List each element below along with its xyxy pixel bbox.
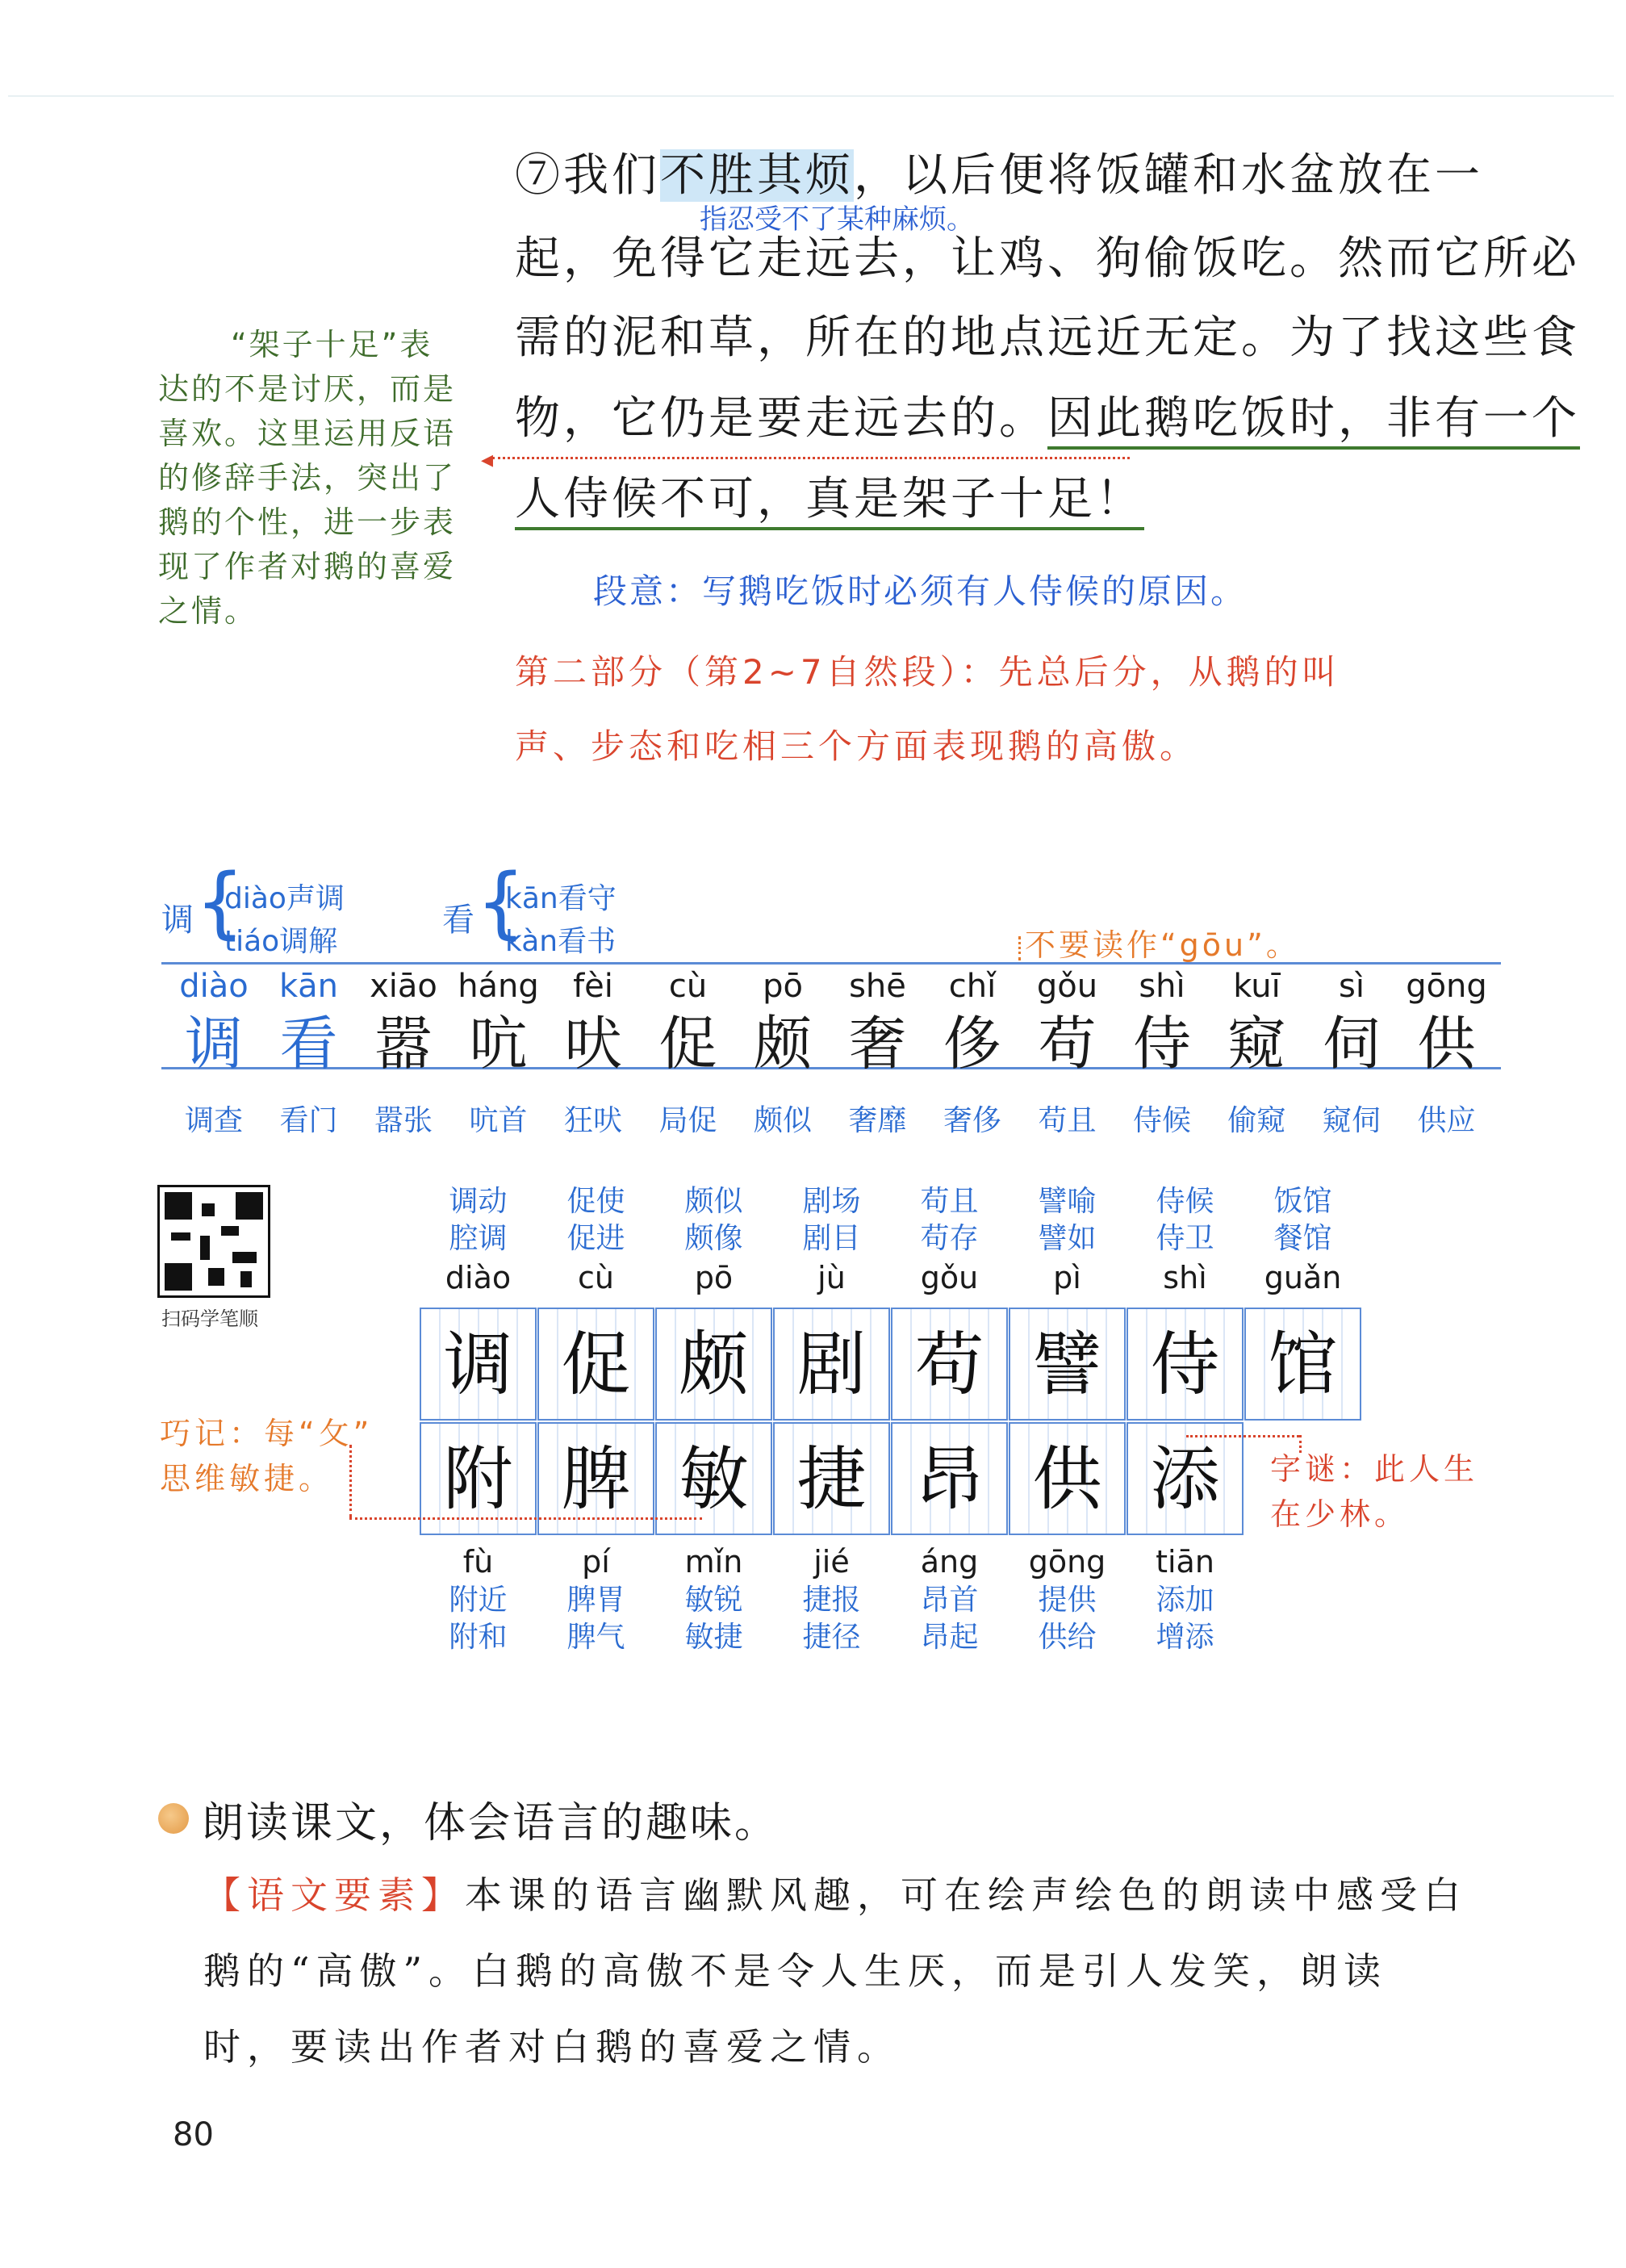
passage-line-3: 需的泥和草，所在的地点远近无定。为了找这些食	[515, 312, 1580, 364]
writing-pinyin: fù	[462, 1544, 494, 1580]
example-word: 调动	[449, 1185, 508, 1218]
qr-label: 扫码学笔顺	[161, 1308, 258, 1330]
character-word: 窥伺	[1322, 1104, 1381, 1137]
example-word: 颇像	[684, 1222, 743, 1255]
writing-words	[1009, 1183, 1126, 1298]
character-word: 奢侈	[943, 1104, 1001, 1137]
character-cell	[1205, 965, 1310, 1139]
writing-pinyin: jié	[813, 1544, 850, 1580]
character-word: 嚣张	[374, 1104, 433, 1137]
character-pinyin: fèi	[573, 968, 613, 1005]
riddle-connector-v	[1299, 1435, 1302, 1453]
character-glyph: 看	[279, 1010, 338, 1078]
writing-pinyin: pí	[582, 1544, 610, 1580]
character-pinyin: kān	[278, 968, 339, 1005]
writing-words	[655, 1183, 772, 1298]
character-pinyin: pō	[763, 968, 803, 1005]
character-cell	[161, 965, 266, 1139]
character-glyph: 侈	[943, 1010, 1001, 1078]
example-word: 颇似	[684, 1185, 743, 1218]
character-cell	[541, 965, 646, 1139]
character-pinyin: xiāo	[370, 968, 437, 1005]
character-glyph: 伺	[1322, 1010, 1381, 1078]
tip-connector	[349, 1445, 352, 1517]
passage-line-4: 物，它仍是要走远去的。因此鹅吃饭时，非有一个	[515, 391, 1580, 447]
example-word: 苟存	[920, 1222, 979, 1255]
character-pinyin: cù	[668, 968, 708, 1005]
writing-words	[1009, 1542, 1126, 1656]
writing-box: 脾	[537, 1422, 654, 1535]
character-glyph: 促	[658, 1010, 717, 1078]
reading-task-title: 朗读课文，体会语言的趣味。	[202, 1799, 780, 1847]
example-word: 脾胃	[566, 1584, 625, 1617]
character-glyph: 奢	[848, 1010, 907, 1078]
character-glyph: 调	[184, 1010, 243, 1078]
arrow-left-icon: ◂	[481, 446, 494, 474]
character-pinyin: sì	[1339, 968, 1365, 1005]
writing-box: 敏	[655, 1422, 772, 1535]
element-tag: 【语文要素】	[203, 1873, 465, 1917]
character-word: 奢靡	[848, 1104, 907, 1137]
character-glyph: 侍	[1132, 1010, 1191, 1078]
polyphone-diao-char: 调	[161, 902, 194, 939]
note-connector	[1018, 936, 1021, 960]
polyphone-kan-char: 看	[442, 902, 474, 939]
example-word: 譬如	[1038, 1222, 1097, 1255]
character-pinyin: shì	[1139, 968, 1185, 1005]
character-cell	[1110, 965, 1214, 1139]
polyphone-diao-reading-2: tiáo调解	[224, 925, 338, 958]
writing-box: 附	[420, 1422, 537, 1535]
polyphone-kan-reading-1: kān看守	[505, 882, 617, 915]
writing-pinyin: pō	[694, 1260, 734, 1295]
element-line-3: 时，要读出作者对白鹅的喜爱之情。	[203, 2025, 901, 2069]
phrase-explanation: 指忍受不了某种麻烦。	[700, 203, 974, 236]
character-glyph: 嚣	[374, 1010, 433, 1078]
page-number: 80	[173, 2116, 214, 2153]
character-pinyin: gǒu	[1036, 968, 1098, 1005]
writing-pinyin: jù	[817, 1260, 846, 1295]
example-word: 附和	[449, 1621, 508, 1654]
example-word: 添加	[1156, 1584, 1214, 1617]
element-line-2: 鹅的“高傲”。白鹅的高傲不是令人生厌，而是引人发笑，朗读	[203, 1949, 1388, 1993]
example-word: 脾气	[566, 1621, 625, 1654]
character-pinyin: shē	[849, 968, 906, 1005]
character-word: 调查	[184, 1104, 243, 1137]
writing-pinyin: cù	[578, 1260, 614, 1295]
example-word: 侍卫	[1156, 1222, 1214, 1255]
side-annotation: “架子十足”表 达的不是讨厌，而是 喜欢。这里运用反语 的修辞手法，突出了 鹅的个性，进一步表 现了作者对鹅的喜爱 之情。	[158, 327, 457, 629]
element-line-1: 【语文要素】本课的语言幽默风趣，可在绘声绘色的朗读中感受白	[203, 1873, 1467, 1917]
character-cell	[351, 965, 456, 1139]
character-glyph: 吭	[469, 1010, 528, 1078]
writing-box: 苟	[891, 1308, 1008, 1421]
writing-pinyin: gōng	[1028, 1544, 1106, 1580]
writing-words	[655, 1542, 772, 1656]
writing-pinyin: tiān	[1156, 1544, 1214, 1580]
writing-box: 供	[1009, 1422, 1126, 1535]
writing-box: 颇	[655, 1308, 772, 1421]
writing-box: 促	[537, 1308, 654, 1421]
example-word: 捷径	[802, 1621, 861, 1654]
writing-box: 馆	[1244, 1308, 1361, 1421]
character-word: 吭首	[469, 1104, 528, 1137]
character-word: 供应	[1417, 1104, 1476, 1137]
character-pinyin: diào	[179, 968, 249, 1005]
tip-connector-h	[349, 1517, 702, 1520]
example-word: 苟且	[920, 1185, 979, 1218]
writing-pinyin: gǒu	[920, 1260, 979, 1295]
writing-words	[1126, 1183, 1244, 1298]
example-word: 腔调	[449, 1222, 508, 1255]
writing-box: 添	[1126, 1422, 1244, 1535]
character-cell	[636, 965, 741, 1139]
character-glyph: 颇	[753, 1010, 812, 1078]
writing-box: 譬	[1009, 1308, 1126, 1421]
writing-words	[537, 1542, 654, 1656]
writing-words	[891, 1183, 1008, 1298]
writing-pinyin: shì	[1163, 1260, 1207, 1295]
example-word: 譬喻	[1038, 1185, 1097, 1218]
writing-words	[537, 1183, 654, 1298]
part-two-line-2: 声、步态和吃相三个方面表现鹅的高傲。	[515, 726, 1198, 766]
example-word: 昂起	[920, 1621, 979, 1654]
writing-pinyin: pì	[1053, 1260, 1081, 1295]
writing-pinyin: diào	[445, 1260, 512, 1295]
character-word: 颇似	[753, 1104, 812, 1137]
example-word: 侍候	[1156, 1185, 1214, 1218]
example-word: 提供	[1038, 1584, 1097, 1617]
top-divider	[8, 95, 1614, 97]
character-cell	[1299, 965, 1404, 1139]
writing-words	[1244, 1183, 1361, 1298]
character-riddle: 字谜：此人生 在少林。	[1270, 1451, 1479, 1532]
character-glyph: 窥	[1227, 1010, 1286, 1078]
character-glyph: 苟	[1038, 1010, 1097, 1078]
passage-line-5: 人侍候不可，真是架子十足！	[515, 471, 1144, 528]
character-word: 偷窥	[1227, 1104, 1286, 1137]
writing-box: 昂	[891, 1422, 1008, 1535]
example-word: 附近	[449, 1584, 508, 1617]
writing-pinyin: guǎn	[1264, 1260, 1342, 1295]
example-word: 敏捷	[684, 1621, 743, 1654]
character-pinyin: chǐ	[948, 968, 997, 1005]
writing-words	[420, 1542, 537, 1656]
character-cell	[920, 965, 1025, 1139]
writing-box: 侍	[1126, 1308, 1244, 1421]
example-word: 促进	[566, 1222, 625, 1255]
example-word: 饭馆	[1273, 1185, 1332, 1218]
gou-pronunciation-note: 不要读作“gōu”。	[1025, 927, 1300, 963]
character-cell	[257, 965, 362, 1139]
character-glyph: 供	[1417, 1010, 1476, 1078]
writing-pinyin: áng	[920, 1544, 979, 1580]
brace-icon: {	[476, 857, 526, 948]
brace-icon: {	[195, 857, 245, 948]
example-word: 捷报	[802, 1584, 861, 1617]
example-word: 促使	[566, 1185, 625, 1218]
writing-words	[420, 1183, 537, 1298]
character-cell	[1015, 965, 1120, 1139]
character-cell	[730, 965, 835, 1139]
character-word: 侍候	[1132, 1104, 1191, 1137]
character-pinyin: gōng	[1406, 968, 1487, 1005]
polyphone-kan-reading-2: kàn看书	[505, 925, 617, 958]
writing-words	[891, 1542, 1008, 1656]
character-row-top-line	[161, 962, 1501, 965]
character-word: 狂吠	[563, 1104, 622, 1137]
example-word: 剧目	[802, 1222, 861, 1255]
polyphone-diao-reading-1: diào声调	[224, 882, 345, 915]
character-glyph: 吠	[563, 1010, 622, 1078]
riddle-connector	[1186, 1435, 1299, 1437]
character-cell	[1394, 965, 1499, 1139]
character-word: 苟且	[1038, 1104, 1097, 1137]
annotation-connector	[492, 457, 1130, 459]
character-word: 看门	[279, 1104, 338, 1137]
writing-box: 捷	[773, 1422, 890, 1535]
memory-tip: 巧记：每“攵” 思维敏捷。	[160, 1416, 374, 1496]
highlight-phrase: 不胜其烦	[660, 149, 854, 202]
bullet-icon	[158, 1803, 189, 1834]
paragraph-meaning: 段意：写鹅吃饭时必须有人侍候的原因。	[593, 571, 1248, 611]
writing-box: 剧	[773, 1308, 890, 1421]
passage-line-1: ⑦我们不胜其烦，以后便将饭罐和水盆放在一	[515, 149, 1483, 202]
character-cell	[826, 965, 930, 1139]
example-word: 供给	[1038, 1621, 1097, 1654]
character-pinyin: háng	[458, 968, 539, 1005]
writing-box: 调	[420, 1308, 537, 1421]
example-word: 剧场	[802, 1185, 861, 1218]
example-word: 增添	[1156, 1621, 1214, 1654]
example-word: 敏锐	[684, 1584, 743, 1617]
writing-words	[1126, 1542, 1244, 1656]
example-word: 昂首	[920, 1584, 979, 1617]
qr-code-icon[interactable]	[157, 1185, 270, 1298]
passage-line-2: 起，免得它走远去，让鸡、狗偷饭吃。然而它所必	[515, 232, 1580, 285]
character-word: 局促	[658, 1104, 717, 1137]
writing-pinyin: mǐn	[684, 1544, 743, 1580]
writing-words	[773, 1183, 890, 1298]
writing-words	[773, 1542, 890, 1656]
character-cell	[446, 965, 551, 1139]
example-word: 餐馆	[1273, 1222, 1332, 1255]
character-pinyin: kuī	[1233, 968, 1281, 1005]
part-two-line-1: 第二部分（第2~7自然段）：先总后分，从鹅的叫	[515, 652, 1340, 692]
